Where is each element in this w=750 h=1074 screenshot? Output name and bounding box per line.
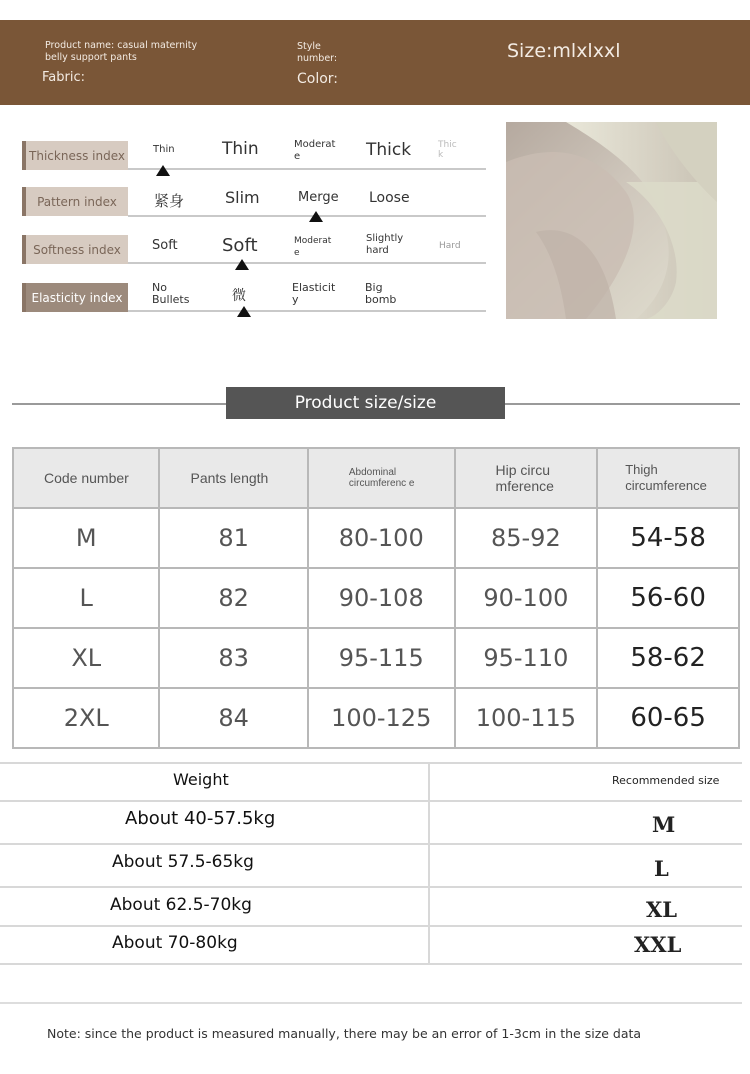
fabric-photo [506, 122, 717, 319]
softness-marker-icon [235, 259, 249, 270]
weight-table-header [0, 764, 742, 802]
weight-table-divider [428, 762, 430, 964]
thickness-option-thick-faded: Thic k [438, 140, 457, 160]
product-name: Product name: casual maternity belly support pants [45, 40, 198, 63]
section-divider-right [505, 403, 740, 405]
cell-thigh: 56-60 [597, 568, 739, 628]
thickness-option-moderate: Moderat e [294, 139, 336, 162]
color-label: Color: [297, 71, 339, 87]
header-pants-length: Pants length [159, 448, 307, 508]
cell-pants-length: 82 [159, 568, 307, 628]
cell-abdominal: 95-115 [308, 628, 455, 688]
cell-abdominal: 80-100 [308, 508, 455, 568]
pattern-index-label: Pattern index [22, 187, 128, 216]
thickness-option-thin-small: Thin [153, 144, 175, 155]
measurement-note: Note: since the product is measured manually, there may be an error of 1-3cm in the size data [47, 1026, 642, 1041]
thickness-index-label: Thickness index [22, 141, 128, 170]
recommended-size: XXL [634, 932, 682, 957]
recommended-size: M [652, 812, 676, 837]
pattern-index-line [128, 215, 486, 217]
cell-abdominal: 90-108 [308, 568, 455, 628]
section-title: Product size/size [226, 387, 505, 419]
recommended-size: L [654, 856, 669, 881]
header-thigh: Thigh circumference [597, 448, 739, 508]
section-divider-left [12, 403, 226, 405]
list-item [0, 845, 742, 888]
cell-pants-length: 83 [159, 628, 307, 688]
softness-option-hard: Hard [439, 241, 461, 251]
size-table-header [13, 448, 739, 508]
weight-header: Weight [173, 770, 229, 789]
cell-pants-length: 81 [159, 508, 307, 568]
weight-range: About 70-80kg [112, 933, 238, 953]
weight-range: About 62.5-70kg [110, 895, 252, 915]
pattern-option-slim: Slim [225, 188, 260, 207]
softness-option-slightly-hard: Slightly hard [366, 233, 404, 256]
pattern-option-loose: Loose [369, 190, 410, 206]
recommended-size: XL [646, 897, 678, 922]
weight-range: About 57.5-65kg [112, 852, 254, 872]
cell-hip: 95-110 [455, 628, 598, 688]
thickness-option-thick: Thick [366, 140, 412, 160]
cell-hip: 100-115 [455, 688, 598, 748]
elasticity-option-no-bullets: No Bullets [152, 281, 190, 306]
elasticity-marker-icon [237, 306, 251, 317]
cell-thigh: 54-58 [597, 508, 739, 568]
softness-option-moderate: Moderat e [294, 236, 332, 258]
cell-size: XL [13, 628, 159, 688]
cell-hip: 85-92 [455, 508, 598, 568]
size-label: Size:mlxlxxl [507, 40, 621, 62]
elasticity-index-line [128, 310, 486, 312]
weight-range: About 40-57.5kg [125, 808, 276, 829]
table-row [13, 688, 739, 748]
cell-size: 2XL [13, 688, 159, 748]
thickness-index-line [128, 168, 486, 170]
cell-pants-length: 84 [159, 688, 307, 748]
softness-index-label: Softness index [22, 235, 128, 264]
list-item [0, 888, 742, 927]
cell-size: M [13, 508, 159, 568]
elasticity-option-big-bomb: Big bomb [365, 281, 397, 306]
table-row [13, 628, 739, 688]
cell-hip: 90-100 [455, 568, 598, 628]
softness-option-soft-small: Soft [152, 238, 178, 253]
thickness-option-thin: Thin [222, 139, 259, 159]
softness-option-soft: Soft [222, 235, 258, 256]
cell-size: L [13, 568, 159, 628]
pattern-option-merge: Merge [298, 190, 339, 205]
style-number-label: Style number: [297, 41, 338, 64]
softness-index-line [128, 262, 486, 264]
recommended-size-header: Recommended size [612, 774, 720, 787]
list-item [0, 927, 742, 965]
header-hip: Hip circu mference [455, 448, 598, 508]
elasticity-index-label: Elasticity index [22, 283, 128, 312]
pattern-marker-icon [309, 211, 323, 222]
thickness-marker-icon [156, 165, 170, 176]
header-code-number: Code number [13, 448, 159, 508]
header-band [0, 20, 750, 105]
elasticity-option-elasticity: Elasticit y [292, 281, 336, 306]
elasticity-option-slight: 微 [232, 288, 246, 304]
cell-thigh: 58-62 [597, 628, 739, 688]
list-item [0, 802, 742, 845]
cell-thigh: 60-65 [597, 688, 739, 748]
table-row [13, 568, 739, 628]
cell-abdominal: 100-125 [308, 688, 455, 748]
note-divider [0, 1002, 742, 1004]
fabric-label: Fabric: [42, 70, 85, 85]
pattern-option-tight: 紧身 [154, 192, 185, 210]
size-table [12, 447, 740, 749]
table-row [13, 508, 739, 568]
header-abdominal: Abdominal circumferenc e [308, 448, 455, 508]
